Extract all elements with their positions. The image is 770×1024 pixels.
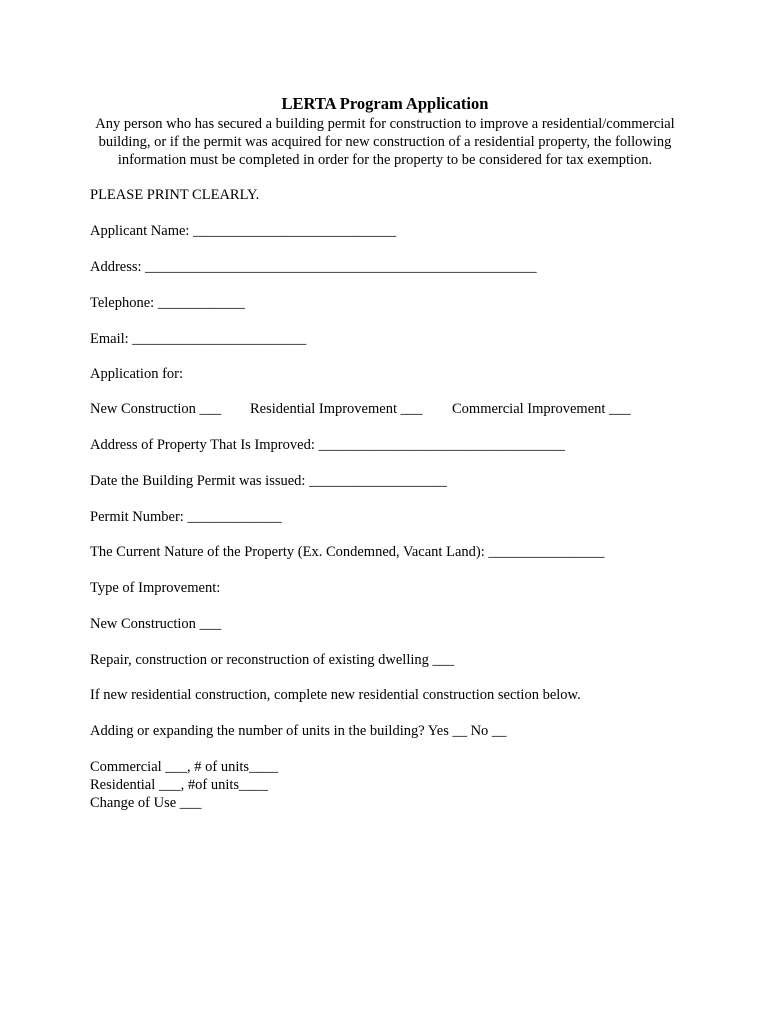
adding-units-question[interactable]: Adding or expanding the number of units in the building? Yes __ No __	[90, 723, 507, 739]
commercial-improvement-option[interactable]: Commercial Improvement ___	[452, 401, 631, 417]
commercial-units-field[interactable]: Commercial ___, # of units____	[90, 759, 279, 775]
residential-units-field[interactable]: Residential ___, #of units____	[90, 777, 269, 793]
application-for-label: Application for:	[90, 366, 184, 382]
print-clearly-note: PLEASE PRINT CLEARLY.	[90, 187, 260, 203]
residential-improvement-option[interactable]: Residential Improvement ___	[250, 401, 423, 417]
new-residential-note: If new residential construction, complete new residential construction section below.	[90, 687, 581, 703]
current-nature-field[interactable]: The Current Nature of the Property (Ex. Condemned, Vacant Land): ________________	[90, 544, 605, 560]
type-of-improvement-label: Type of Improvement:	[90, 580, 221, 596]
intro-paragraph: Any person who has secured a building permit for construction to improve a residential/commercial building, or if the permit was acquired for new construction of a residential property, the following information must be completed in order for the property to be considered for tax exemption.	[95, 116, 675, 168]
address-field[interactable]: Address: ______________________________________________________	[90, 259, 537, 275]
permit-number-field[interactable]: Permit Number: _____________	[90, 509, 282, 525]
change-of-use-field[interactable]: Change of Use ___	[90, 795, 202, 811]
type-new-construction-option[interactable]: New Construction ___	[90, 616, 222, 632]
telephone-field[interactable]: Telephone: ____________	[90, 295, 245, 311]
new-construction-option[interactable]: New Construction ___	[90, 401, 222, 417]
property-address-field[interactable]: Address of Property That Is Improved: __________________________________	[90, 437, 565, 453]
applicant-name-field[interactable]: Applicant Name: ____________________________	[90, 223, 397, 239]
repair-option[interactable]: Repair, construction or reconstruction of existing dwelling ___	[90, 652, 455, 668]
permit-date-field[interactable]: Date the Building Permit was issued: ___________________	[90, 473, 447, 489]
email-field[interactable]: Email: ________________________	[90, 331, 307, 347]
document-title: LERTA Program Application	[281, 94, 489, 113]
